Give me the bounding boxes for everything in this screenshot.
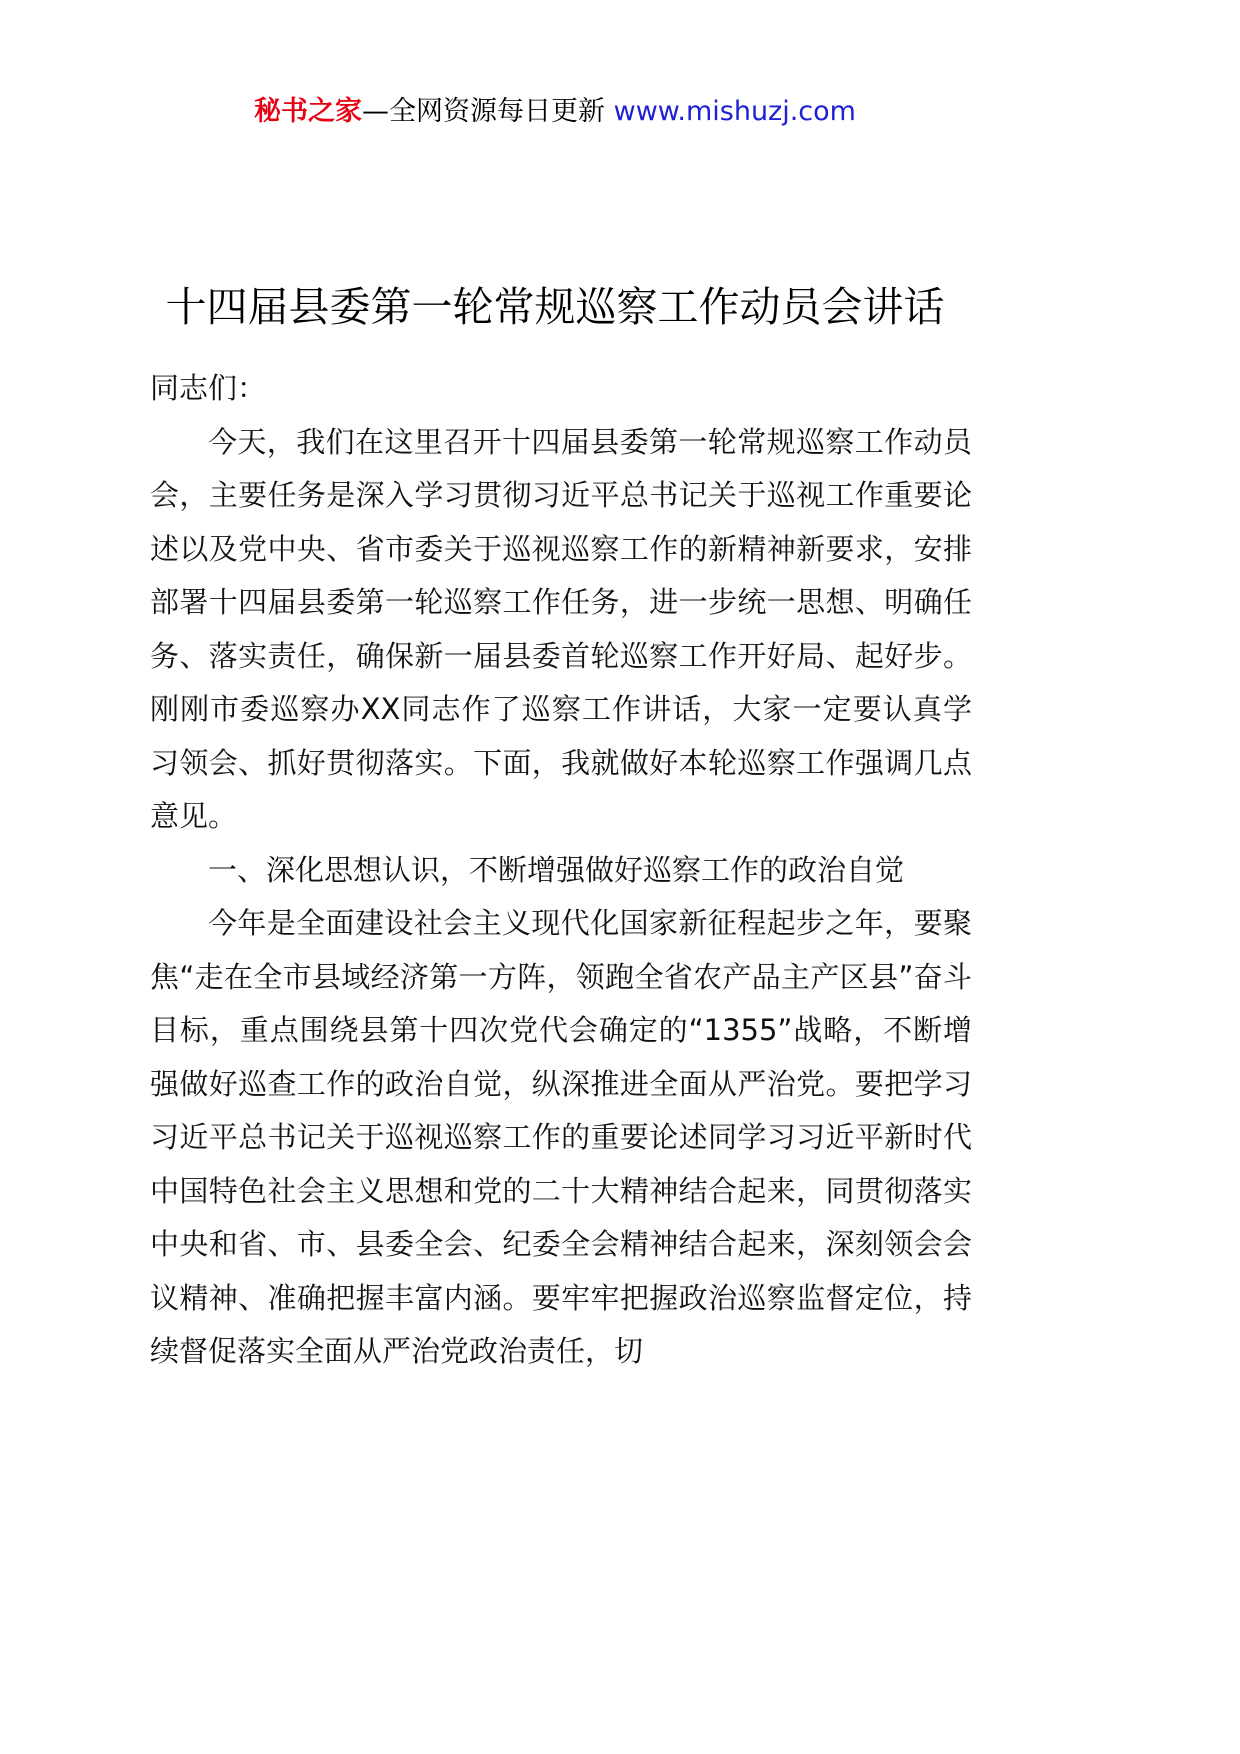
site-header [0, 92, 1110, 132]
document-body [150, 362, 972, 1379]
site-url-link[interactable]: www.mishuzj.com [613, 96, 856, 127]
section-heading: 一、深化思想认识，不断增强做好巡察工作的政治自觉 [208, 852, 905, 887]
site-brand: 秘书之家 [254, 96, 363, 127]
section-paragraph: 今年是全面建设社会主义现代化国家新征程起步之年，要聚焦“走在全市县域经济第一方阵，领跑全省农产品主产区县”奋斗目标，重点围绕县第十四次党代会确定的“1355”战略，不断增强做好巡查工作的政治自觉，纵深推进全面从严治党。要把学习习近平总书记关于巡视巡察工作的重要论述同学习习近平新时代中国特色社会主义思想和党的二十大精神结合起来，同贯彻落实中央和省、市、县委全会、纪委全会精神结合起来，深刻领会会议精神、准确把握丰富内涵。要牢牢把握政治巡察监督定位，持续督促落实全面从严治党政治责任，切 [150, 906, 972, 1368]
intro-paragraph: 今天，我们在这里召开十四届县委第一轮常规巡察工作动员会，主要任务是深入学习贯彻习近平总书记关于巡视工作重要论述以及党中央、省市委关于巡视巡察工作的新精神新要求，安排部署十四届县委第一轮巡察工作任务，进一步统一思想、明确任务、落实责任，确保新一届县委首轮巡察工作开好局、起好步。刚刚市委巡察办XX同志作了巡察工作讲话，大家一定要认真学习领会、抓好贯彻落实。下面，我就做好本轮巡察工作强调几点意见。 [150, 424, 972, 833]
salutation: 同志们： [150, 371, 267, 405]
site-tagline: —全网资源每日更新 [362, 96, 606, 127]
document-title: 十四届县委第一轮常规巡察工作动员会讲话 [165, 283, 945, 332]
